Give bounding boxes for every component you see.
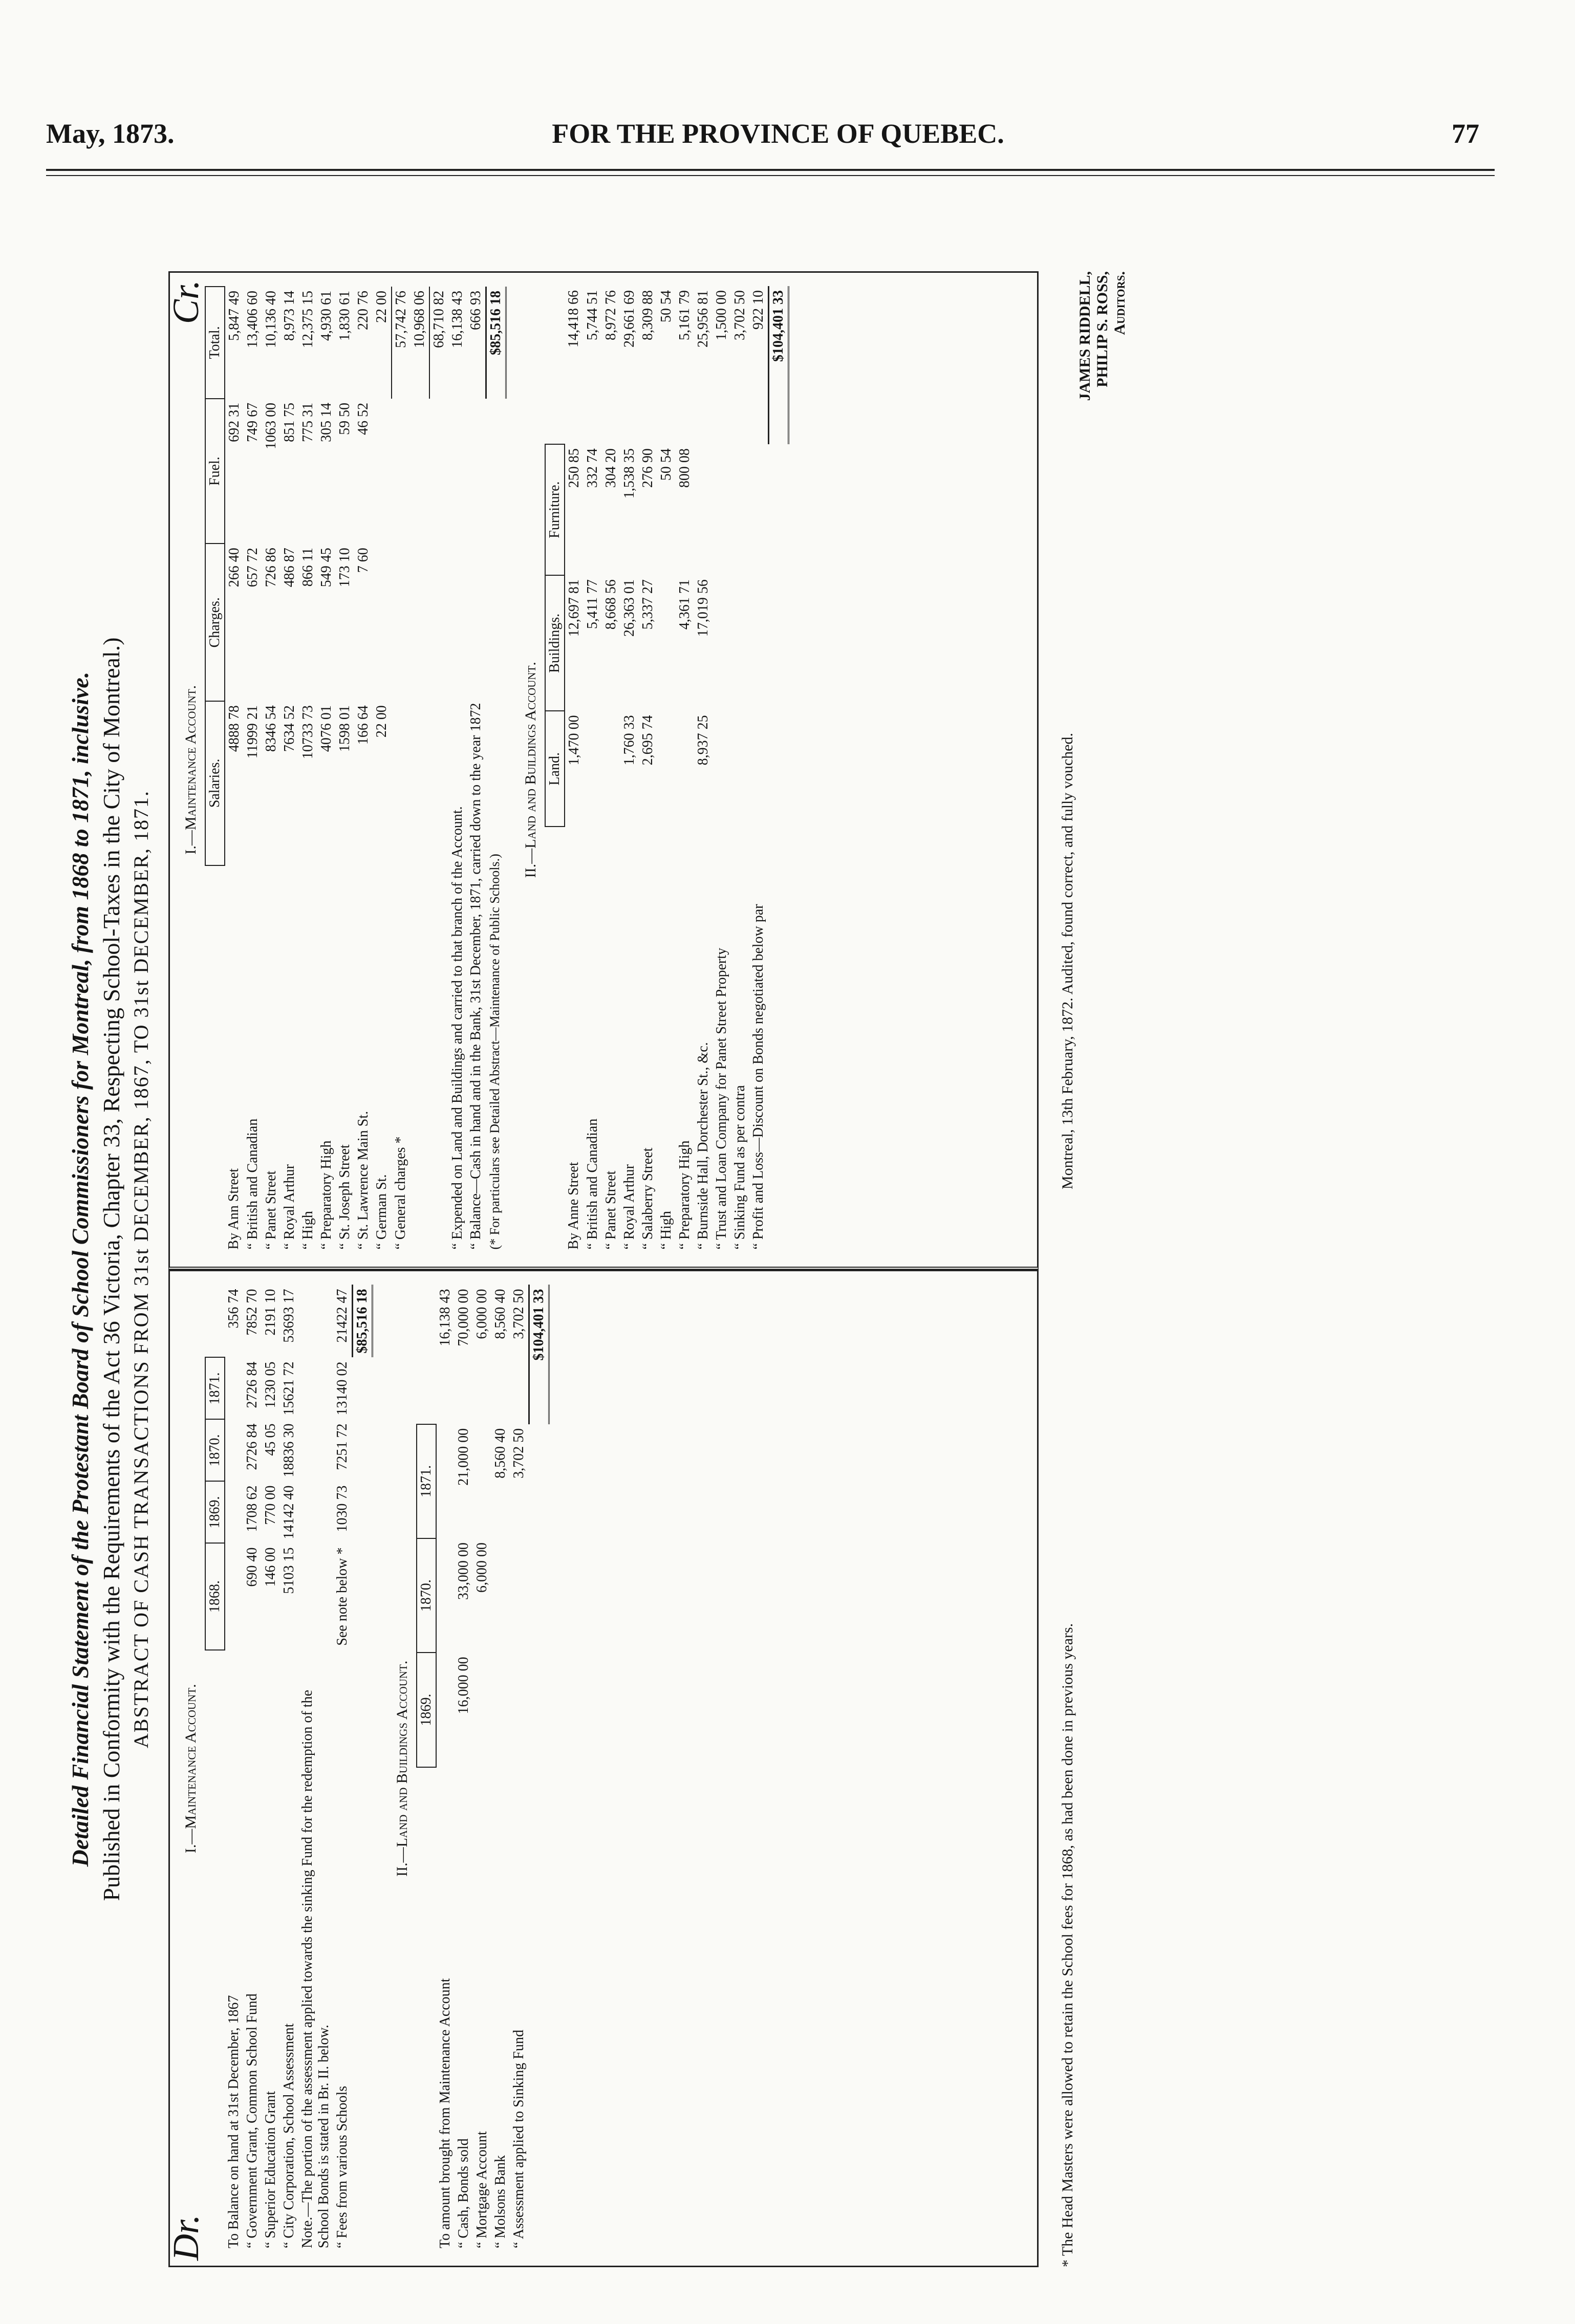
row-total: 29,661 69	[621, 290, 637, 347]
cell: 7251 72	[334, 1423, 350, 1470]
auditor-name: PHILIP S. ROSS,	[1094, 271, 1111, 387]
row-total: 12,375 15	[300, 291, 316, 348]
cell	[225, 1482, 243, 1544]
table-row	[510, 1285, 529, 2253]
auditor-signatures	[1076, 271, 1129, 1189]
table-row	[639, 286, 657, 1254]
table-row	[448, 287, 467, 1254]
table-row	[749, 286, 769, 1254]
cell	[298, 1544, 333, 1650]
row-total: 3,702 50	[511, 1289, 527, 1339]
debit-side	[165, 1270, 1039, 2268]
cell: 4,361 71	[677, 579, 693, 630]
cell: 11999 21	[245, 705, 261, 759]
row-total: 16,138 43	[449, 291, 465, 348]
table-row	[455, 1285, 473, 2253]
credit-land-title: II.—Land and Buildings Account.	[522, 662, 539, 878]
row-total: 22 00	[374, 291, 390, 323]
cell: 4888 78	[226, 705, 242, 752]
row-label: “ Expended on Land and Buildings and carried to that branch of the Account.	[449, 806, 465, 1250]
row-total: 2191 10	[263, 1289, 278, 1336]
table-row	[243, 1285, 262, 2253]
row-label: “ Burnside Hall, Dorchester St., &c.	[695, 1042, 711, 1250]
table-row	[436, 1285, 455, 2253]
cell	[491, 1538, 510, 1653]
row-label: “ Superior Education Grant	[263, 2091, 278, 2248]
cell: 690 40	[244, 1547, 260, 1587]
cell: 486 87	[282, 548, 297, 588]
row-label: “ High	[658, 1211, 674, 1250]
table-row	[336, 287, 354, 1254]
cell	[298, 1420, 333, 1482]
row-label: By Ann Street	[226, 1168, 242, 1250]
cell: 16,000 00	[456, 1657, 471, 1714]
cell: 332 74	[585, 448, 600, 488]
cell: 8,560 40	[492, 1428, 508, 1479]
cell: 21,000 00	[456, 1428, 471, 1486]
cell: 6,000 00	[474, 1543, 490, 1593]
cell: 692 31	[226, 402, 242, 442]
row-label: “ Panet Street	[603, 1170, 619, 1250]
col-header: Buildings.	[545, 575, 565, 711]
credit-side	[165, 271, 1039, 1270]
row-total: 5,744 51	[585, 290, 600, 340]
col-header: 1868.	[205, 1544, 225, 1650]
row-label: “ Balance—Cash in hand and in the Bank, 31st December, 1871, carried down to the year 1872	[468, 703, 484, 1250]
row-total: 5,161 79	[677, 290, 693, 340]
cell: 26,363 01	[621, 579, 637, 637]
cell: 657 72	[245, 548, 261, 588]
cell: 22 00	[374, 705, 390, 738]
cell	[373, 399, 392, 544]
table-row	[467, 287, 486, 1254]
debit-land-title: II.—Land and Buildings Account.	[394, 1660, 411, 1877]
cell: 1708 62	[244, 1485, 260, 1532]
row-total: 25,956 81	[695, 290, 711, 347]
row-total: 1,830 61	[337, 291, 353, 341]
col-header: Total.	[205, 287, 225, 399]
row-total: 1,500 00	[714, 290, 729, 340]
cell: 1,470 00	[566, 715, 582, 766]
row-total	[298, 1285, 333, 1358]
debit-maintenance-table	[205, 1285, 373, 2253]
cell: 173 10	[337, 548, 353, 588]
table-row	[620, 286, 639, 1254]
cell: 13140 02	[334, 1361, 350, 1416]
header-rule	[46, 169, 1495, 171]
row-total: 13,406 60	[245, 291, 261, 348]
row-label	[429, 399, 448, 1254]
row-total: 356 74	[226, 1289, 242, 1329]
row-total: 8,973 14	[282, 291, 297, 341]
credit-land-total: $104,401 33	[769, 286, 789, 444]
cell: 15621 72	[281, 1361, 297, 1416]
row-total: 8,309 88	[640, 290, 656, 340]
cell: 3,702 50	[511, 1428, 527, 1479]
cell	[473, 1653, 491, 1767]
table-row	[244, 287, 262, 1254]
row-label: To Balance on hand at 31st December, 1867	[226, 1995, 242, 2248]
table-row	[317, 287, 336, 1254]
row-total: 68,710 82	[429, 287, 448, 399]
row-label: “ British and Canadian	[245, 1118, 261, 1250]
page-number: 77	[1452, 118, 1479, 149]
cell	[473, 1424, 491, 1538]
table-row	[299, 287, 317, 1254]
table-row	[262, 1285, 280, 2253]
cell: 8,668 56	[603, 579, 619, 630]
statement-subtitle: Published in Conformity with the Requirements of the Act 36 Victoria, Chapter 33, Respecting School-Taxes in the City of Montreal.)	[98, 637, 124, 1901]
row-label: “ Trust and Loan Company for Panet Street Property	[714, 948, 729, 1250]
cell: 7 60	[355, 548, 371, 573]
cell: 59 50	[337, 402, 353, 435]
row-total: 3,702 50	[732, 290, 748, 340]
audit-statement: Montreal, 13th February, 1872. Audited, found correct, and fully vouched.	[1059, 732, 1076, 1189]
cell: 7634 52	[282, 705, 297, 752]
row-label: By Anne Street	[566, 1162, 581, 1250]
cell: 749 67	[245, 402, 261, 442]
row-label: “ Salaberry Street	[640, 1147, 656, 1250]
row-total: 70,000 00	[456, 1289, 471, 1346]
col-header: 1869.	[417, 1653, 436, 1767]
table-row	[354, 287, 373, 1254]
row-total: 57,742 76	[392, 287, 411, 399]
cell: 18836 30	[281, 1423, 297, 1478]
table-row	[473, 1285, 491, 2253]
cell: 1598 01	[337, 705, 353, 752]
cell: 1030 73	[334, 1485, 350, 1532]
cell: 17,019 56	[695, 579, 711, 637]
table-row	[676, 286, 694, 1254]
audit-block	[1059, 271, 1129, 1189]
cell: 266 40	[226, 548, 242, 588]
row-total: 8,972 76	[603, 290, 619, 340]
rotated-statement	[67, 271, 1479, 2267]
credit-land-table	[545, 286, 789, 1254]
table-row	[713, 286, 731, 1254]
row-label: “ Fees from various Schools	[334, 2086, 350, 2248]
cell: 10733 73	[300, 705, 316, 759]
cell: 5103 15	[281, 1547, 297, 1594]
row-total: 8,560 40	[492, 1289, 508, 1339]
row-total: 10,136 40	[263, 291, 279, 348]
cell: 46 52	[355, 402, 371, 435]
row-label: Note.—The portion of the assessment applied towards the sinking Fund for the redemption of the School Bonds is stated in Br. II. below.	[299, 1689, 332, 2248]
cell: 775 31	[300, 402, 316, 442]
row-label: “ Molsons Bank	[492, 2155, 508, 2248]
cell: 800 08	[677, 448, 693, 488]
row-label: “ Profit and Loss—Discount on Bonds negotiated below par	[750, 904, 766, 1250]
debit-maintenance-title: I.—Maintenance Account.	[182, 1684, 199, 1854]
table-row	[565, 286, 584, 1254]
row-label: “ German St.	[374, 1174, 390, 1250]
row-total: 4,930 61	[318, 291, 334, 341]
cell	[584, 711, 602, 827]
cell	[436, 1653, 455, 1767]
cell	[298, 1358, 333, 1420]
debit-mark: Dr.	[165, 2214, 206, 2261]
row-label: “ Panet Street	[263, 1170, 279, 1250]
debit-land-table	[416, 1285, 550, 2253]
row-label: “ St. Joseph Street	[337, 1144, 353, 1250]
table-row	[731, 286, 749, 1254]
cell: 5,337 27	[640, 579, 656, 630]
cell	[436, 1538, 455, 1653]
row-total: 10,968 06	[412, 291, 427, 348]
table-row	[429, 287, 448, 1254]
row-total: 922 10	[750, 290, 766, 330]
row-total: 666 93	[468, 291, 484, 330]
row-label: To amount brought from Maintenance Account	[437, 1978, 453, 2248]
cell: 304 20	[603, 448, 619, 488]
row-label: “ Government Grant, Common School Fund	[244, 1993, 260, 2248]
row-label: “ Preparatory High	[318, 1140, 334, 1250]
cell: 4076 01	[318, 705, 334, 752]
credit-maintenance-title: I.—Maintenance Account.	[182, 685, 199, 855]
cell: 8,937 25	[695, 715, 711, 766]
col-header: Charges.	[205, 544, 225, 701]
row-label: “ Royal Arthur	[282, 1164, 297, 1250]
abstract-heading: ABSTRACT OF CASH TRANSACTIONS FROM 31st DECEMBER, 1867, TO 31st DECEMBER, 1871.	[130, 790, 153, 1748]
cell	[510, 1538, 529, 1653]
row-label: “ City Corporation, School Assessment	[281, 2023, 297, 2248]
row-label: “ Sinking Fund as per contra	[732, 1085, 748, 1250]
cell	[373, 544, 392, 701]
table-row	[262, 287, 281, 1254]
cell	[225, 1420, 243, 1482]
col-header: Furniture.	[545, 444, 565, 575]
cell: 8346 54	[263, 705, 279, 752]
col-header: 1871.	[205, 1358, 225, 1420]
cell	[298, 1482, 333, 1544]
cell	[225, 1544, 243, 1650]
cell: 146 00	[263, 1547, 278, 1587]
fees-footnote: * The Head Masters were allowed to retain the School fees for 1868, as had been done in previous years.	[1059, 1623, 1076, 2267]
cell: 2,695 74	[640, 715, 656, 766]
cell: 166 64	[355, 705, 371, 745]
table-row	[657, 286, 676, 1254]
col-header: 1869.	[205, 1482, 225, 1544]
header-rule-thin	[46, 175, 1495, 176]
row-label: “ St. Lawrence Main St.	[355, 1111, 371, 1250]
col-header: Salaries.	[205, 701, 225, 865]
cell: 50 54	[658, 448, 674, 481]
cell	[436, 1424, 455, 1538]
row-label	[411, 399, 429, 1254]
issue-date: May, 1873.	[46, 118, 175, 149]
statement-footer	[1059, 271, 1129, 2267]
row-label: “ Assessment applied to Sinking Fund	[511, 2030, 527, 2248]
debit-land-total: $104,401 33	[529, 1285, 549, 1424]
credit-mark: Cr.	[165, 280, 206, 324]
row-label: “ High	[300, 1211, 316, 1250]
row-total: 5,847 49	[226, 291, 242, 341]
table-row	[602, 286, 620, 1254]
table-row	[225, 1285, 243, 2253]
cell	[676, 711, 694, 827]
cell: 1230 05	[263, 1361, 278, 1408]
col-header: 1870.	[417, 1538, 436, 1653]
cell: 2726 84	[244, 1361, 260, 1408]
row-label: “ Cash, Bonds sold	[456, 2138, 471, 2248]
cell: 14142 40	[281, 1485, 297, 1539]
table-row	[333, 1285, 353, 2253]
statement-title: Detailed Financial Statement of the Protestant Board of School Commissioners for Montreal, from 1868 to 1871, inclusive.	[67, 671, 93, 1867]
table-row	[373, 287, 392, 1254]
col-header: Fuel.	[205, 399, 225, 544]
cell: 1,760 33	[621, 715, 637, 766]
cell: 250 85	[566, 448, 582, 488]
row-total: 53693 17	[281, 1289, 297, 1343]
col-header: Land.	[545, 711, 565, 827]
cell: 549 45	[318, 548, 334, 588]
table-row	[281, 287, 299, 1254]
cell: 2726 84	[244, 1423, 260, 1470]
credit-maintenance-total: $85,516 18	[486, 287, 506, 399]
table-row	[280, 1285, 298, 2253]
cell: See note below *	[334, 1547, 350, 1646]
col-header: 1870.	[205, 1420, 225, 1482]
cell: 305 14	[318, 402, 334, 442]
cell: 866 11	[300, 548, 316, 587]
row-label: “ Preparatory High	[677, 1140, 693, 1250]
row-label: “ Royal Arthur	[621, 1164, 637, 1250]
cell	[657, 711, 676, 827]
cell	[225, 1358, 243, 1420]
table-row	[298, 1285, 333, 2253]
auditors-label: Auditors.	[1111, 271, 1128, 335]
cell	[510, 1653, 529, 1767]
auditor-name: JAMES RIDDELL,	[1076, 271, 1093, 401]
row-label: “ General charges *	[393, 1136, 408, 1250]
row-total: 14,418 66	[566, 290, 581, 347]
row-total: 7852 70	[244, 1289, 260, 1336]
cell: 726 86	[263, 548, 279, 588]
cell: 33,000 00	[456, 1543, 471, 1600]
table-row	[491, 1285, 510, 2253]
cell	[491, 1653, 510, 1767]
cell	[657, 575, 676, 711]
maintenance-note: (* For particulars see Detailed Abstract—Maintenance of Public Schools.)	[487, 854, 502, 1250]
table-row	[392, 287, 411, 1254]
cell: 770 00	[263, 1485, 278, 1525]
table-row	[694, 286, 713, 1254]
row-total: 21422 47	[334, 1289, 350, 1343]
cell	[602, 711, 620, 827]
row-total: 220 76	[355, 291, 371, 330]
row-total: 50 54	[658, 290, 674, 322]
row-total: 16,138 43	[437, 1289, 453, 1346]
table-row	[225, 287, 244, 1254]
cell: 1063 00	[263, 402, 279, 449]
cell	[694, 444, 713, 575]
row-label: “ Mortgage Account	[474, 2131, 490, 2248]
cell: 1,538 35	[621, 448, 637, 499]
journal-title: FOR THE PROVINCE OF QUEBEC.	[552, 118, 1004, 149]
credit-maintenance-table	[205, 286, 507, 1254]
cell: 5,411 77	[585, 579, 600, 629]
table-row	[411, 287, 429, 1254]
cell: 851 75	[282, 402, 297, 442]
cell: 45 05	[263, 1423, 278, 1456]
cell: 12,697 81	[566, 579, 582, 637]
cell: 276 90	[640, 448, 656, 488]
debit-maintenance-total: $85,516 18	[353, 1285, 373, 1358]
row-label: “ British and Canadian	[585, 1118, 600, 1250]
col-header: 1871.	[417, 1424, 436, 1538]
table-row	[584, 286, 602, 1254]
row-total: 6,000 00	[474, 1289, 490, 1339]
